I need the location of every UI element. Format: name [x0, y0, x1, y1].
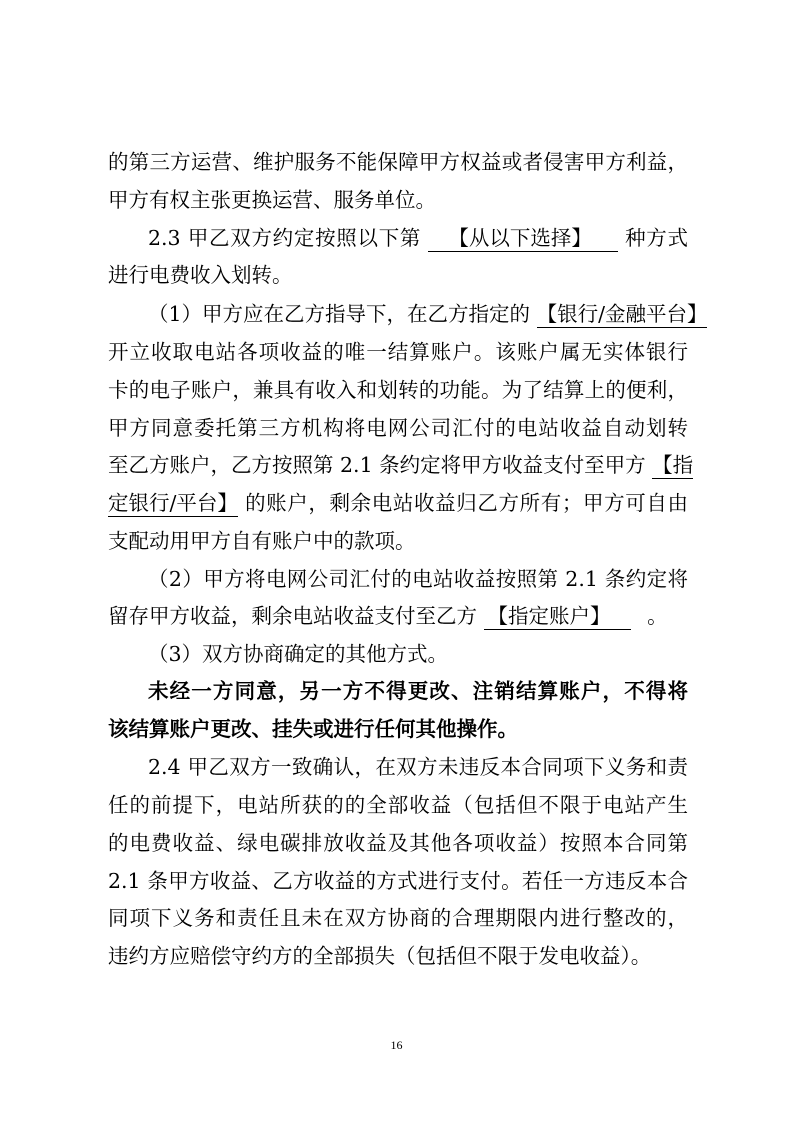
paragraph-line: 的第三方运营、维护服务不能保障甲方权益或者侵害甲方利益， — [108, 150, 688, 174]
paragraph-line: 支配动用甲方自有账户中的款项。 — [108, 529, 416, 553]
option-2-line: （2）甲方将电网公司汇付的电站收益按照第 2.1 条约定将 — [148, 567, 688, 591]
bold-notice-line: 该结算账户更改、挂失或进行任何其他操作。 — [108, 717, 518, 741]
method-choice-blank: 【从以下选择】 — [428, 225, 618, 252]
clause-2-4-line: 2.4 甲乙双方一致确认，在双方未违反本合同项下义务和责 — [148, 755, 688, 779]
paragraph-line — [108, 485, 688, 521]
paragraph-line — [108, 447, 694, 483]
paragraph-line — [108, 598, 688, 634]
clause-2-3-line — [148, 220, 688, 256]
paragraph-text-end: 。 — [647, 604, 668, 628]
paragraph-line: 2.1 条甲方收益、乙方收益的方式进行支付。若任一方违反本合 — [108, 869, 688, 893]
bold-notice-line: 未经一方同意，另一方不得更改、注销结算账户，不得将 — [148, 679, 688, 703]
paragraph-text: 的账户，剩余电站收益归乙方所有；甲方可自由 — [245, 491, 688, 515]
paragraph-line: 开立收取电站各项收益的唯一结算账户。该账户属无实体银行 — [108, 340, 688, 364]
clause-2-3-text: 2.3 甲乙双方约定按照以下第 — [148, 226, 422, 250]
paragraph-text: 留存甲方收益，剩余电站收益支付至乙方 — [108, 604, 477, 628]
paragraph-line: 卡的电子账户，兼具有收入和划转的功能。为了结算上的便利， — [108, 378, 688, 402]
option-3-line: （3）双方协商确定的其他方式。 — [148, 642, 449, 666]
paragraph-line: 甲方有权主张更换运营、服务单位。 — [108, 188, 436, 212]
designated-bank-blank-end: 定银行/平台】 — [108, 491, 238, 515]
designated-bank-blank-start: 【指 — [652, 453, 694, 477]
option-1-line — [148, 296, 708, 332]
designated-account-blank: 【指定账户】 — [484, 603, 631, 630]
paragraph-line: 的电费收益、绿电碳排放收益及其他各项收益）按照本合同第 — [108, 831, 688, 855]
option-1-text: （1）甲方应在乙方指导下，在乙方指定的 — [148, 302, 531, 326]
paragraph-line: 任的前提下，电站所获的的全部收益（包括但不限于电站产生 — [108, 793, 688, 817]
page-number: 16 — [390, 1038, 403, 1052]
paragraph-line: 甲方同意委托第三方机构将电网公司汇付的电站收益自动划转 — [108, 416, 688, 440]
paragraph-line: 进行电费收入划转。 — [108, 263, 293, 287]
clause-2-3-text-tail: 种方式 — [625, 226, 688, 250]
paragraph-line: 同项下义务和责任且未在双方协商的合理期限内进行整改的， — [108, 906, 688, 930]
bank-platform-blank: 【银行/金融平台】 — [536, 302, 708, 326]
paragraph-line: 违约方应赔偿守约方的全部损失（包括但不限于发电收益）。 — [108, 944, 652, 968]
paragraph-text: 至乙方账户，乙方按照第 2.1 条约定将甲方收益支付至甲方 — [108, 453, 646, 477]
